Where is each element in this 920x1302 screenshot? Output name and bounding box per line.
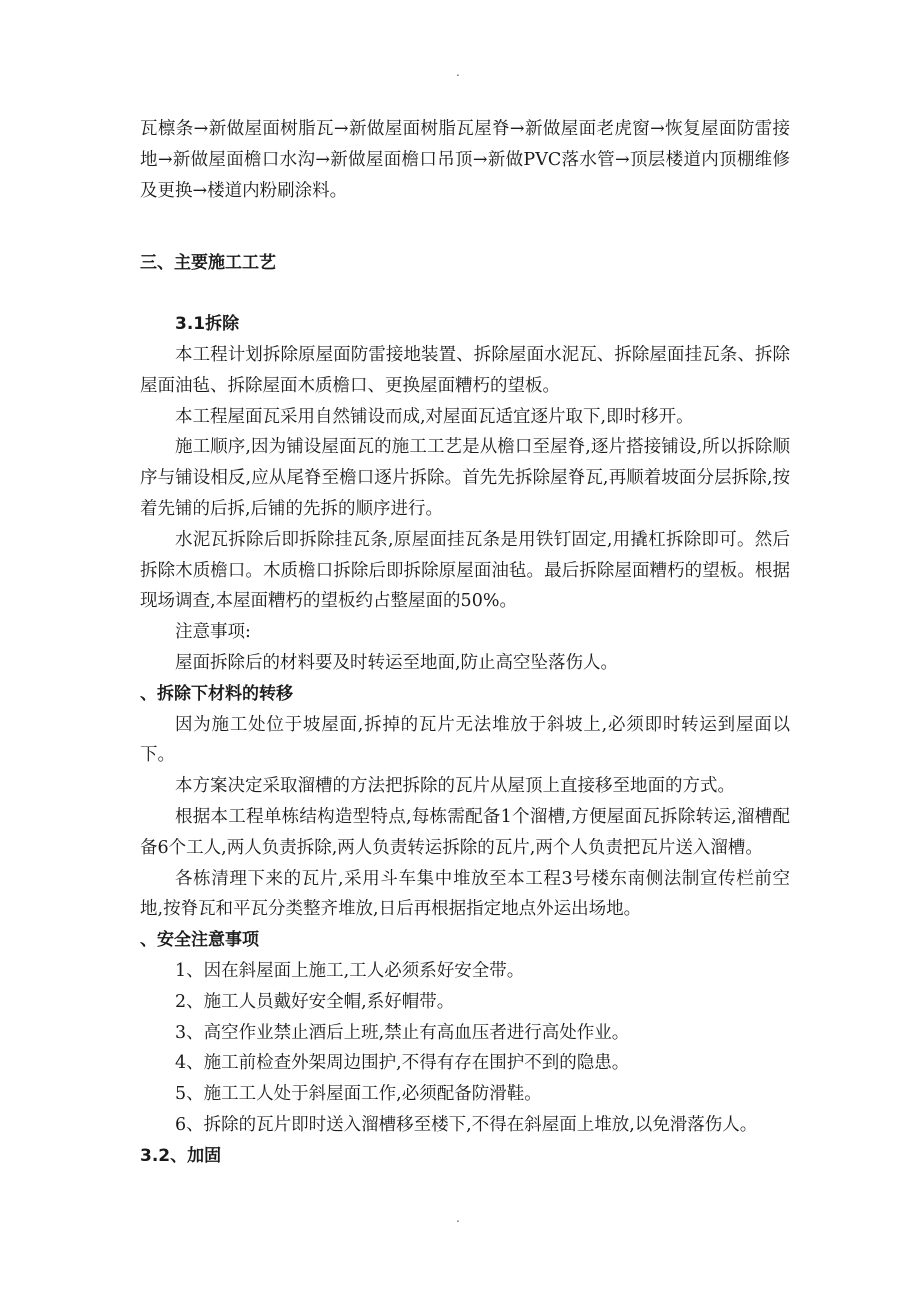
list-item: 3、高空作业禁止酒后上班,禁止有高血压者进行高处作业。 (175, 1022, 630, 1043)
intro-paragraph: 瓦檩条→新做屋面树脂瓦→新做屋面树脂瓦屋脊→新做屋面老虎窗→恢复屋面防雷接地→新做屋面檐口水沟→新做屋面檐口吊顶→新做PVC落水管→顶层楼道内顶棚维修及更换→楼道内粉刷涂料。 (140, 119, 790, 201)
paragraph: 水泥瓦拆除后即拆除挂瓦条,原屋面挂瓦条是用铁钉固定,用撬杠拆除即可。然后拆除木质檐口。木质檐口拆除后即拆除原屋面油毡。最后拆除屋面糟朽的望板。根据现场调查,本屋面糟朽的望板约占整屋面的50%。 (140, 529, 790, 612)
paragraph: 施工顺序,因为铺设屋面瓦的施工工艺是从檐口至屋脊,逐片搭接铺设,所以拆除顺序与铺设相反,应从尾脊至檐口逐片拆除。首先先拆除屋脊瓦,再顺着坡面分层拆除,按着先铺的后拆,后铺的先拆的顺序进行。 (140, 437, 790, 519)
section-3-heading: 三、主要施工工艺 (140, 253, 276, 274)
list-item: 4、施工前检查外架周边围护,不得有存在围护不到的隐患。 (175, 1053, 630, 1074)
subsection-3-1-heading: 3.1拆除 (175, 314, 240, 335)
paragraph: 本工程屋面瓦采用自然铺设而成,对屋面瓦适宜逐片取下,即时移开。 (175, 406, 694, 427)
paragraph: 本工程计划拆除原屋面防雷接地装置、拆除屋面水泥瓦、拆除屋面挂瓦条、拆除屋面油毡、拆除屋面木质檐口、更换屋面糟朽的望板。 (140, 344, 790, 396)
subsection-3-2-heading: 3.2、加固 (140, 1145, 222, 1166)
list-item: 1、因在斜屋面上施工,工人必须系好安全带。 (175, 960, 525, 981)
safety-heading: 、安全注意事项 (140, 930, 259, 951)
document-body (140, 114, 790, 1172)
transfer-heading: 、拆除下材料的转移 (140, 683, 293, 704)
paragraph: 各栋清理下来的瓦片,采用斗车集中堆放至本工程3号楼东南侧法制宣传栏前空地,按脊瓦和平瓦分类整齐堆放,日后再根据指定地点外运出场地。 (140, 868, 790, 920)
paragraph: 因为施工处位于坡屋面,拆掉的瓦片无法堆放于斜坡上,必须即时转运到屋面以下。 (140, 714, 790, 766)
list-item: 2、施工人员戴好安全帽,系好帽带。 (175, 991, 455, 1012)
paragraph: 本方案决定采取溜槽的方法把拆除的瓦片从屋顶上直接移至地面的方式。 (175, 776, 735, 797)
paragraph: 根据本工程单栋结构造型特点,每栋需配备1个溜槽,方便屋面瓦拆除转运,溜槽配备6个工人,两人负责拆除,两人负责转运拆除的瓦片,两个人负责把瓦片送入溜槽。 (140, 806, 790, 858)
paragraph: 屋面拆除后的材料要及时转运至地面,防止高空坠落伤人。 (175, 652, 619, 673)
list-item: 6、拆除的瓦片即时送入溜槽移至楼下,不得在斜屋面上堆放,以免滑落伤人。 (175, 1114, 758, 1135)
list-item: 5、施工工人处于斜屋面工作,必须配备防滑鞋。 (175, 1084, 542, 1105)
top-page-marker: . (456, 65, 460, 79)
paragraph: 注意事项: (175, 622, 251, 643)
bottom-page-marker: . (456, 1211, 460, 1225)
